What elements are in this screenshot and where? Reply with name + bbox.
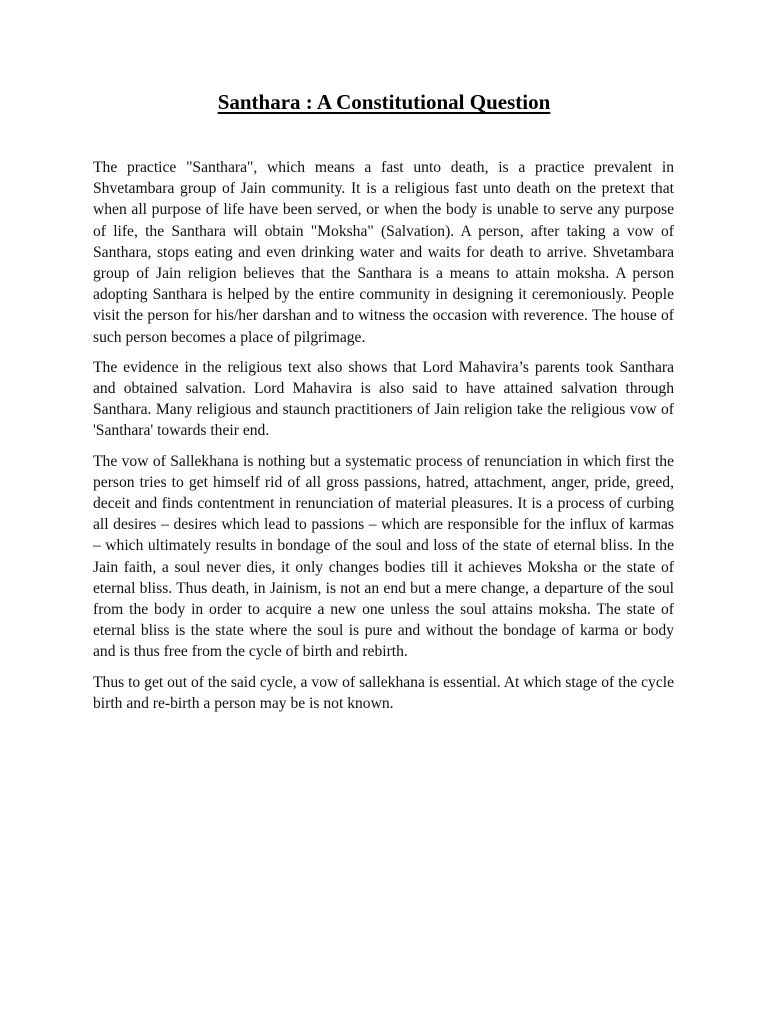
paragraph-sallekhana-vow: The vow of Sallekhana is nothing but a systematic process of renunciation in which first the person tries to get himself rid of all gross passions, hatred, attachment, anger, pride, greed, deceit and finds contentment in renunciation of material pleasures. It is a process of curbing all desires – desires which lead to passions – which are responsible for the influx of karmas – which ultimately results in bondage of the soul and loss of the state of eternal bliss. In the Jain faith, a soul never dies, it only changes bodies till it achieves Moksha or the state of eternal bliss. Thus death, in Jainism, is not an end but a mere change, a departure of the soul from the body in order to acquire a new one unless the soul attains moksha. The state of eternal bliss is the state where the soul is pure and without the bondage of karma or body and is thus free from the cycle of birth and rebirth.	[93, 452, 674, 661]
paragraph-religious-evidence: The evidence in the religious text also shows that Lord Mahavira’s parents took Santhara and obtained salvation. Lord Mahavira is also said to have attained salvation through Santhara. Many religious and staunch practitioners of Jain religion take the religious vow of 'Santhara' towards their end.	[93, 358, 674, 440]
document-title: Santhara : A Constitutional Question	[217, 90, 551, 114]
paragraph-conclusion: Thus to get out of the said cycle, a vow of sallekhana is essential. At which stage of the cycle birth and re-birth a person may be is not known.	[93, 673, 674, 712]
document-body	[93, 157, 674, 723]
document-title-container	[0, 88, 768, 116]
paragraph-santhara-definition: The practice "Santhara", which means a fast unto death, is a practice prevalent in Shvetambara group of Jain community. It is a religious fast unto death on the pretext that when all purpose of life have been served, or when the body is unable to serve any purpose of life, the Santhara will obtain "Moksha" (Salvation). A person, after taking a vow of Santhara, stops eating and even drinking water and waits for death to arrive. Shvetambara group of Jain religion believes that the Santhara is a means to attain moksha. A person adopting Santhara is helped by the entire community in designing it ceremoniously. People visit the person for his/her darshan and to witness the occasion with reverence. The house of such person becomes a place of pilgrimage.	[93, 159, 674, 346]
